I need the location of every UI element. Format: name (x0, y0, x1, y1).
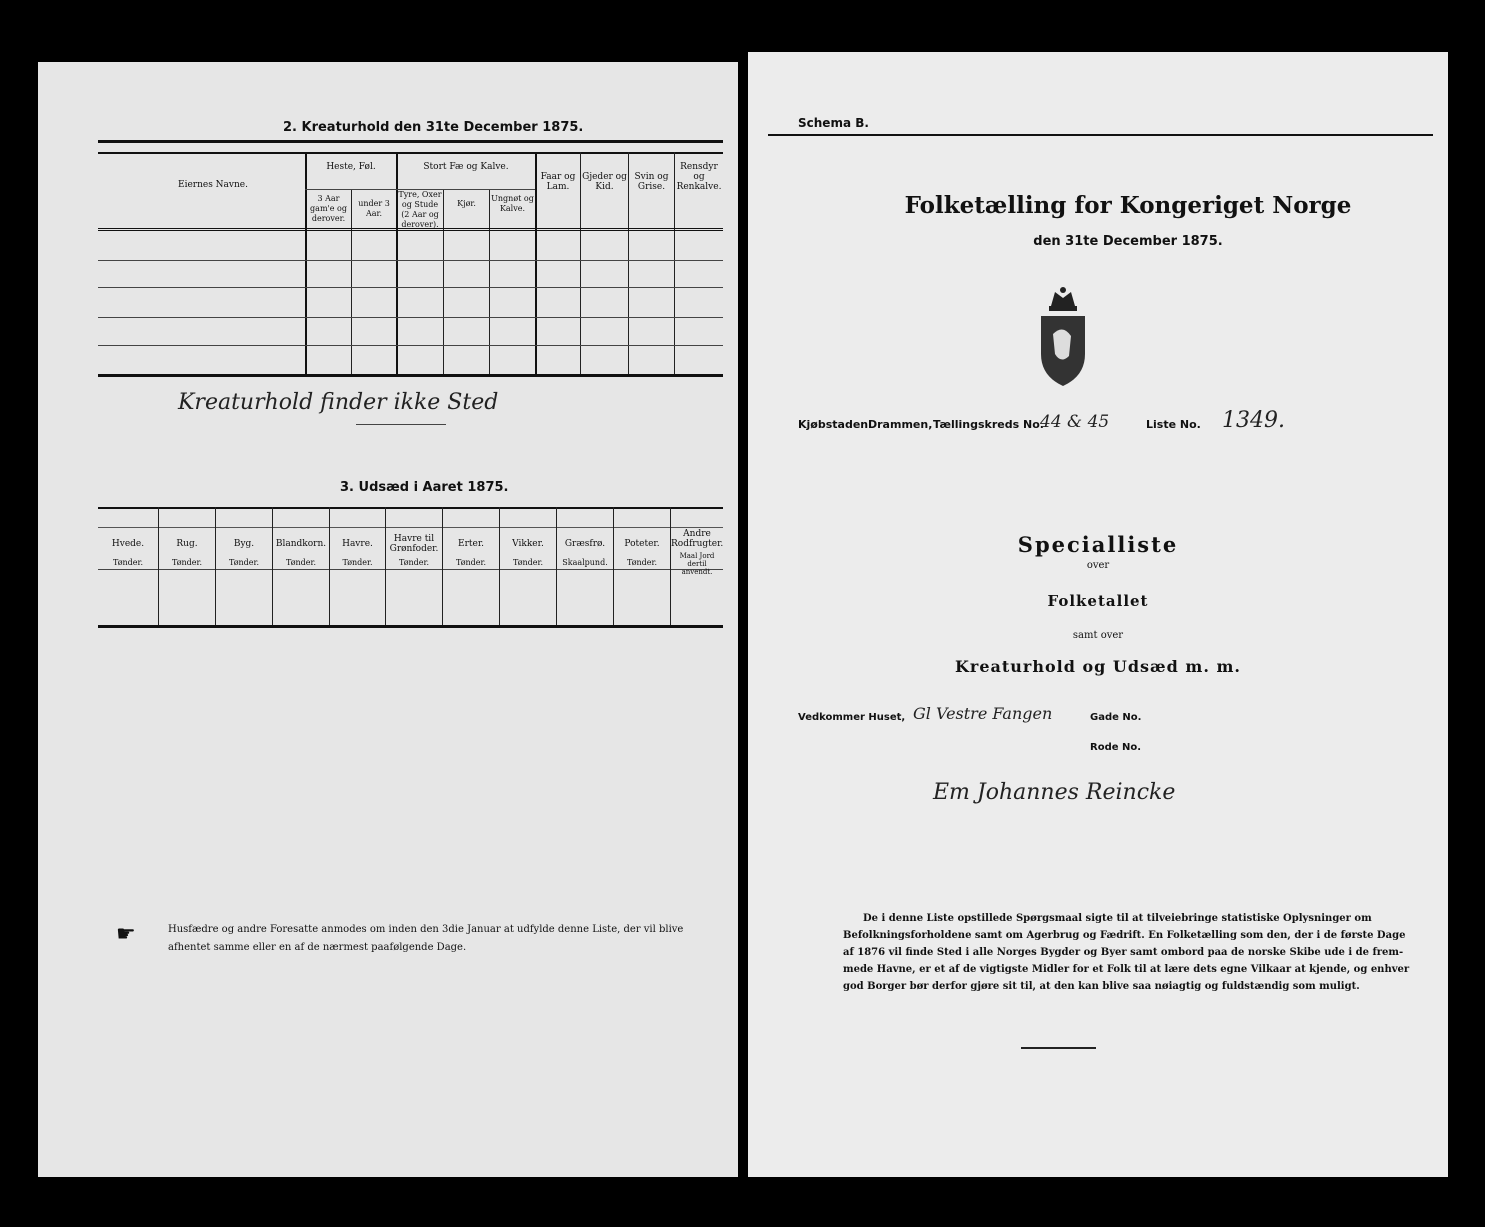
over-label: over (1086, 560, 1110, 571)
section2-title: 2. Kreaturhold den 31te December 1875. (283, 120, 584, 135)
col-svin: Svin og Grise. (634, 172, 669, 192)
col-stort-c: Ungnøt og Kalve. (491, 194, 534, 213)
kreds-label: Tællingskreds No. (933, 418, 1044, 431)
specialliste-title: Specialliste (1017, 532, 1179, 557)
left-page (38, 62, 738, 1177)
gade-label: Gade No. (1090, 712, 1142, 723)
samt-over-label: samt over (1072, 630, 1124, 641)
footer-line: Befolkningsforholdene samt om Agerbrug og Fædrift. En Folketælling som den, der i de første Dage (843, 930, 1406, 941)
col-vikker: Vikker. (512, 539, 544, 549)
kjobstaden-value: Drammen, (868, 418, 933, 431)
divider (768, 134, 1433, 136)
footer-line: af 1876 vil finde Sted i alle Norges Bygder og Byer samt ombord paa de norske Skibe ude i de frem- (843, 947, 1404, 958)
unit: Tønder. (342, 558, 373, 567)
schema-label: Schema B. (798, 116, 869, 130)
col-rensdyr: Rensdyr og Renkalve. (676, 162, 722, 192)
divider (98, 140, 723, 143)
footer-line: De i denne Liste opstillede Spørgsmaal sigte til at tilveiebringe statistiske Oplysninger om (863, 913, 1372, 924)
unit: Tønder. (112, 558, 144, 567)
notice-line-1: Husfædre og andre Foresatte anmodes om inden den 3die Januar at udfylde denne Liste, der vil blive (168, 924, 684, 935)
unit: Tønder. (228, 558, 260, 567)
coat-of-arms-icon (1033, 284, 1093, 389)
col-havre: Havre. (342, 539, 373, 549)
col-hvede: Hvede. (111, 539, 145, 549)
col-eier: Eiernes Navne. (178, 180, 248, 190)
pointing-hand-icon: ☛ (116, 922, 136, 947)
col-andre: Andre Rodfrugter. (671, 529, 724, 549)
footer-line: mede Havne, er et af de vigtigste Midler for et Folk til at lære dets egne Vilkaar at kjende, og enhver (843, 964, 1410, 975)
unit: Tønder. (626, 558, 658, 567)
liste-value: 1349. (1222, 408, 1285, 433)
footer-text (843, 910, 1423, 995)
col-stort-a: Tyre, Oxer og Stude (2 Aar og derover). (398, 190, 442, 229)
col-gjeder: Gjeder og Kid. (582, 172, 627, 192)
unit: Skaalpund. (562, 558, 608, 567)
col-blandkorn: Blandkorn. (275, 539, 327, 549)
col-erter: Erter. (458, 539, 484, 549)
divider (356, 424, 446, 425)
handwritten-note: Kreaturhold finder ikke Sted (178, 390, 499, 415)
unit: Tønder. (455, 558, 487, 567)
col-havre-gronfoder: Havre til Grønfoder. (389, 534, 439, 554)
huset-value: Gl Vestre Fangen (913, 704, 1053, 723)
signature: Em Johannes Reincke (933, 780, 1176, 805)
col-heste-b: under 3 Aar. (358, 199, 390, 218)
col-byg: Byg. (233, 539, 255, 549)
unit: Tønder. (398, 558, 430, 567)
footer-line: god Borger bør derfor gjøre sit til, at den kan blive saa nøiagtig og fuldstændig som muligt. (843, 981, 1360, 992)
unit: Tønder. (285, 558, 317, 567)
col-faar: Faar og Lam. (540, 172, 576, 192)
right-page (748, 52, 1448, 1177)
kreaturhold-label: Kreaturhold og Udsæd m. m. (955, 657, 1241, 676)
col-poteter: Poteter. (624, 539, 660, 549)
col-stort: Stort Fæ og Kalve. (423, 162, 509, 172)
rode-label: Rode No. (1090, 742, 1142, 753)
folketallet-label: Folketallet (1047, 592, 1149, 610)
col-heste: Heste, Føl. (326, 162, 376, 172)
col-graesfro: Græsfrø. (564, 539, 606, 549)
section3-title: 3. Udsæd i Aaret 1875. (340, 480, 509, 495)
liste-label: Liste No. (1146, 418, 1201, 431)
unit: Tønder. (171, 558, 203, 567)
notice-line-2: afhentet samme eller en af de nærmest paafølgende Dage. (168, 942, 467, 953)
unit: Tønder. (512, 558, 544, 567)
kreds-value: 44 & 45 (1040, 412, 1110, 432)
main-title: Folketælling for Kongeriget Norge (904, 192, 1352, 219)
main-date: den 31te December 1875. (1033, 234, 1223, 249)
huset-label: Vedkommer Huset, (798, 712, 906, 723)
unit: Maal Jord dertil anvendt. (679, 552, 715, 576)
kjobstaden-label: Kjøbstaden (798, 418, 869, 431)
col-rug: Rug. (176, 539, 198, 549)
divider (1021, 1047, 1096, 1049)
col-heste-a: 3 Aar gam'e og derover. (310, 194, 347, 223)
col-stort-b: Kjør. (457, 199, 476, 208)
